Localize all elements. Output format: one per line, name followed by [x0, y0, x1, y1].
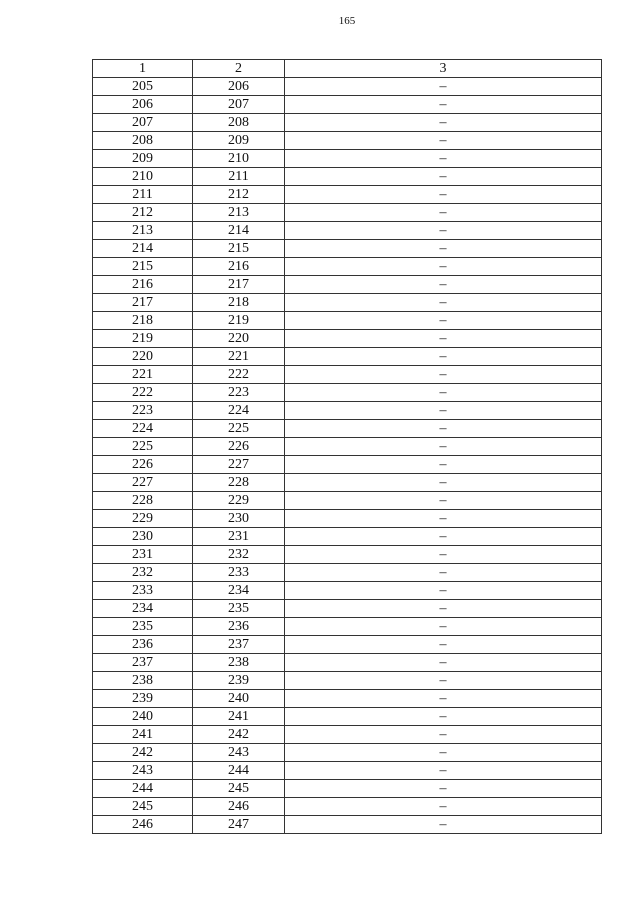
table-cell: 228 — [93, 492, 193, 510]
table-cell: – — [285, 780, 602, 798]
table-cell: 236 — [193, 618, 285, 636]
table-cell: – — [285, 492, 602, 510]
table-row — [93, 510, 602, 528]
table-cell: 214 — [93, 240, 193, 258]
table-row — [93, 150, 602, 168]
table-cell: 221 — [93, 366, 193, 384]
table-cell: 242 — [193, 726, 285, 744]
table-cell: – — [285, 222, 602, 240]
table-cell: 229 — [93, 510, 193, 528]
table-cell: 213 — [193, 204, 285, 222]
table-cell: 236 — [93, 636, 193, 654]
table-cell: 206 — [93, 96, 193, 114]
table-cell: 221 — [193, 348, 285, 366]
table-cell: 233 — [193, 564, 285, 582]
table-row — [93, 564, 602, 582]
table-cell: 220 — [193, 330, 285, 348]
table-row — [93, 114, 602, 132]
table-cell: 212 — [193, 186, 285, 204]
table-cell: 223 — [193, 384, 285, 402]
table-row — [93, 240, 602, 258]
table-cell: 219 — [193, 312, 285, 330]
table-cell: – — [285, 96, 602, 114]
table-cell: – — [285, 456, 602, 474]
table-cell: 219 — [93, 330, 193, 348]
table-cell: 227 — [93, 474, 193, 492]
table-cell: 242 — [93, 744, 193, 762]
table-cell: 229 — [193, 492, 285, 510]
data-table — [92, 59, 602, 834]
table-cell: 209 — [193, 132, 285, 150]
table-cell: 234 — [193, 582, 285, 600]
table-cell: 231 — [193, 528, 285, 546]
table-cell: – — [285, 114, 602, 132]
header-row — [93, 60, 602, 78]
table-cell: 232 — [193, 546, 285, 564]
table-cell: 246 — [193, 798, 285, 816]
table-cell: 245 — [193, 780, 285, 798]
table-row — [93, 816, 602, 834]
table-cell: – — [285, 798, 602, 816]
table-row — [93, 258, 602, 276]
table-cell: – — [285, 420, 602, 438]
table-cell: 210 — [93, 168, 193, 186]
table-row — [93, 798, 602, 816]
table-cell: 243 — [193, 744, 285, 762]
table-cell: – — [285, 402, 602, 420]
table-cell: – — [285, 744, 602, 762]
table-cell: 241 — [193, 708, 285, 726]
table-cell: – — [285, 726, 602, 744]
table-cell: 217 — [93, 294, 193, 312]
table-cell: 246 — [93, 816, 193, 834]
table-cell: – — [285, 132, 602, 150]
table-cell: 244 — [93, 780, 193, 798]
table-cell: – — [285, 240, 602, 258]
table-cell: 216 — [193, 258, 285, 276]
table-row — [93, 654, 602, 672]
table-cell: – — [285, 582, 602, 600]
table-cell: – — [285, 546, 602, 564]
table-cell: 230 — [93, 528, 193, 546]
table-cell: 205 — [93, 78, 193, 96]
table-body — [93, 78, 602, 834]
table-row — [93, 420, 602, 438]
table-cell: 215 — [193, 240, 285, 258]
table-row — [93, 384, 602, 402]
table-cell: – — [285, 186, 602, 204]
table-cell: 227 — [193, 456, 285, 474]
table-row — [93, 474, 602, 492]
table-row — [93, 492, 602, 510]
table-cell: 211 — [193, 168, 285, 186]
table-cell: 224 — [193, 402, 285, 420]
table-row — [93, 438, 602, 456]
table-cell: 213 — [93, 222, 193, 240]
table-row — [93, 96, 602, 114]
table-cell: – — [285, 330, 602, 348]
table-row — [93, 456, 602, 474]
table-row — [93, 78, 602, 96]
table-row — [93, 708, 602, 726]
table-cell: – — [285, 204, 602, 222]
table-cell: 217 — [193, 276, 285, 294]
table-cell: – — [285, 348, 602, 366]
table-cell: 237 — [193, 636, 285, 654]
table-row — [93, 276, 602, 294]
table-row — [93, 222, 602, 240]
table-cell: – — [285, 618, 602, 636]
table-row — [93, 132, 602, 150]
table-cell: – — [285, 600, 602, 618]
table-cell: – — [285, 294, 602, 312]
table-cell: – — [285, 384, 602, 402]
table-cell: – — [285, 78, 602, 96]
table-row — [93, 312, 602, 330]
table-cell: 225 — [193, 420, 285, 438]
table-cell: 237 — [93, 654, 193, 672]
table-cell: – — [285, 276, 602, 294]
table-cell: 226 — [93, 456, 193, 474]
table-cell: 209 — [93, 150, 193, 168]
table-cell: 232 — [93, 564, 193, 582]
table-cell: – — [285, 708, 602, 726]
table-cell: 211 — [93, 186, 193, 204]
table-row — [93, 762, 602, 780]
table-cell: 228 — [193, 474, 285, 492]
table-cell: 206 — [193, 78, 285, 96]
table-cell: 225 — [93, 438, 193, 456]
table-cell: 224 — [93, 420, 193, 438]
table-cell: 222 — [193, 366, 285, 384]
table-row — [93, 402, 602, 420]
table-cell: 233 — [93, 582, 193, 600]
table-row — [93, 690, 602, 708]
table-cell: – — [285, 366, 602, 384]
table-cell: 235 — [193, 600, 285, 618]
table-cell: 245 — [93, 798, 193, 816]
table-row — [93, 546, 602, 564]
table-cell: 210 — [193, 150, 285, 168]
table-cell: 223 — [93, 402, 193, 420]
table-row — [93, 168, 602, 186]
table-cell: – — [285, 312, 602, 330]
table-row — [93, 582, 602, 600]
table-cell: 207 — [193, 96, 285, 114]
table-row — [93, 636, 602, 654]
table-cell: – — [285, 258, 602, 276]
table-row — [93, 672, 602, 690]
data-table-container — [92, 59, 601, 834]
table-cell: – — [285, 654, 602, 672]
table-row — [93, 186, 602, 204]
table-cell: – — [285, 762, 602, 780]
table-cell: – — [285, 564, 602, 582]
table-row — [93, 204, 602, 222]
table-cell: 216 — [93, 276, 193, 294]
table-cell: – — [285, 168, 602, 186]
table-cell: 241 — [93, 726, 193, 744]
table-cell: 215 — [93, 258, 193, 276]
table-cell: 243 — [93, 762, 193, 780]
table-row — [93, 366, 602, 384]
table-cell: 239 — [93, 690, 193, 708]
table-row — [93, 726, 602, 744]
table-cell: 218 — [193, 294, 285, 312]
column-header: 3 — [285, 60, 602, 78]
table-cell: 230 — [193, 510, 285, 528]
table-cell: 244 — [193, 762, 285, 780]
column-header: 2 — [193, 60, 285, 78]
column-header: 1 — [93, 60, 193, 78]
table-row — [93, 294, 602, 312]
table-cell: 239 — [193, 672, 285, 690]
table-cell: 240 — [93, 708, 193, 726]
table-cell: 247 — [193, 816, 285, 834]
table-cell: 240 — [193, 690, 285, 708]
table-cell: 226 — [193, 438, 285, 456]
table-row — [93, 528, 602, 546]
table-cell: – — [285, 474, 602, 492]
table-cell: – — [285, 690, 602, 708]
table-row — [93, 744, 602, 762]
table-row — [93, 348, 602, 366]
table-cell: 222 — [93, 384, 193, 402]
table-cell: – — [285, 816, 602, 834]
table-cell: – — [285, 438, 602, 456]
table-cell: 231 — [93, 546, 193, 564]
table-cell: 208 — [93, 132, 193, 150]
table-cell: – — [285, 672, 602, 690]
table-cell: – — [285, 150, 602, 168]
table-cell: 235 — [93, 618, 193, 636]
table-row — [93, 618, 602, 636]
table-cell: – — [285, 528, 602, 546]
table-header — [93, 60, 602, 78]
table-row — [93, 780, 602, 798]
table-cell: 218 — [93, 312, 193, 330]
table-cell: 234 — [93, 600, 193, 618]
table-cell: 238 — [93, 672, 193, 690]
table-cell: 212 — [93, 204, 193, 222]
table-cell: 214 — [193, 222, 285, 240]
table-cell: 207 — [93, 114, 193, 132]
table-row — [93, 600, 602, 618]
table-cell: 238 — [193, 654, 285, 672]
page-number: 165 — [338, 15, 356, 27]
table-cell: – — [285, 636, 602, 654]
table-row — [93, 330, 602, 348]
table-cell: – — [285, 510, 602, 528]
table-cell: 220 — [93, 348, 193, 366]
table-cell: 208 — [193, 114, 285, 132]
